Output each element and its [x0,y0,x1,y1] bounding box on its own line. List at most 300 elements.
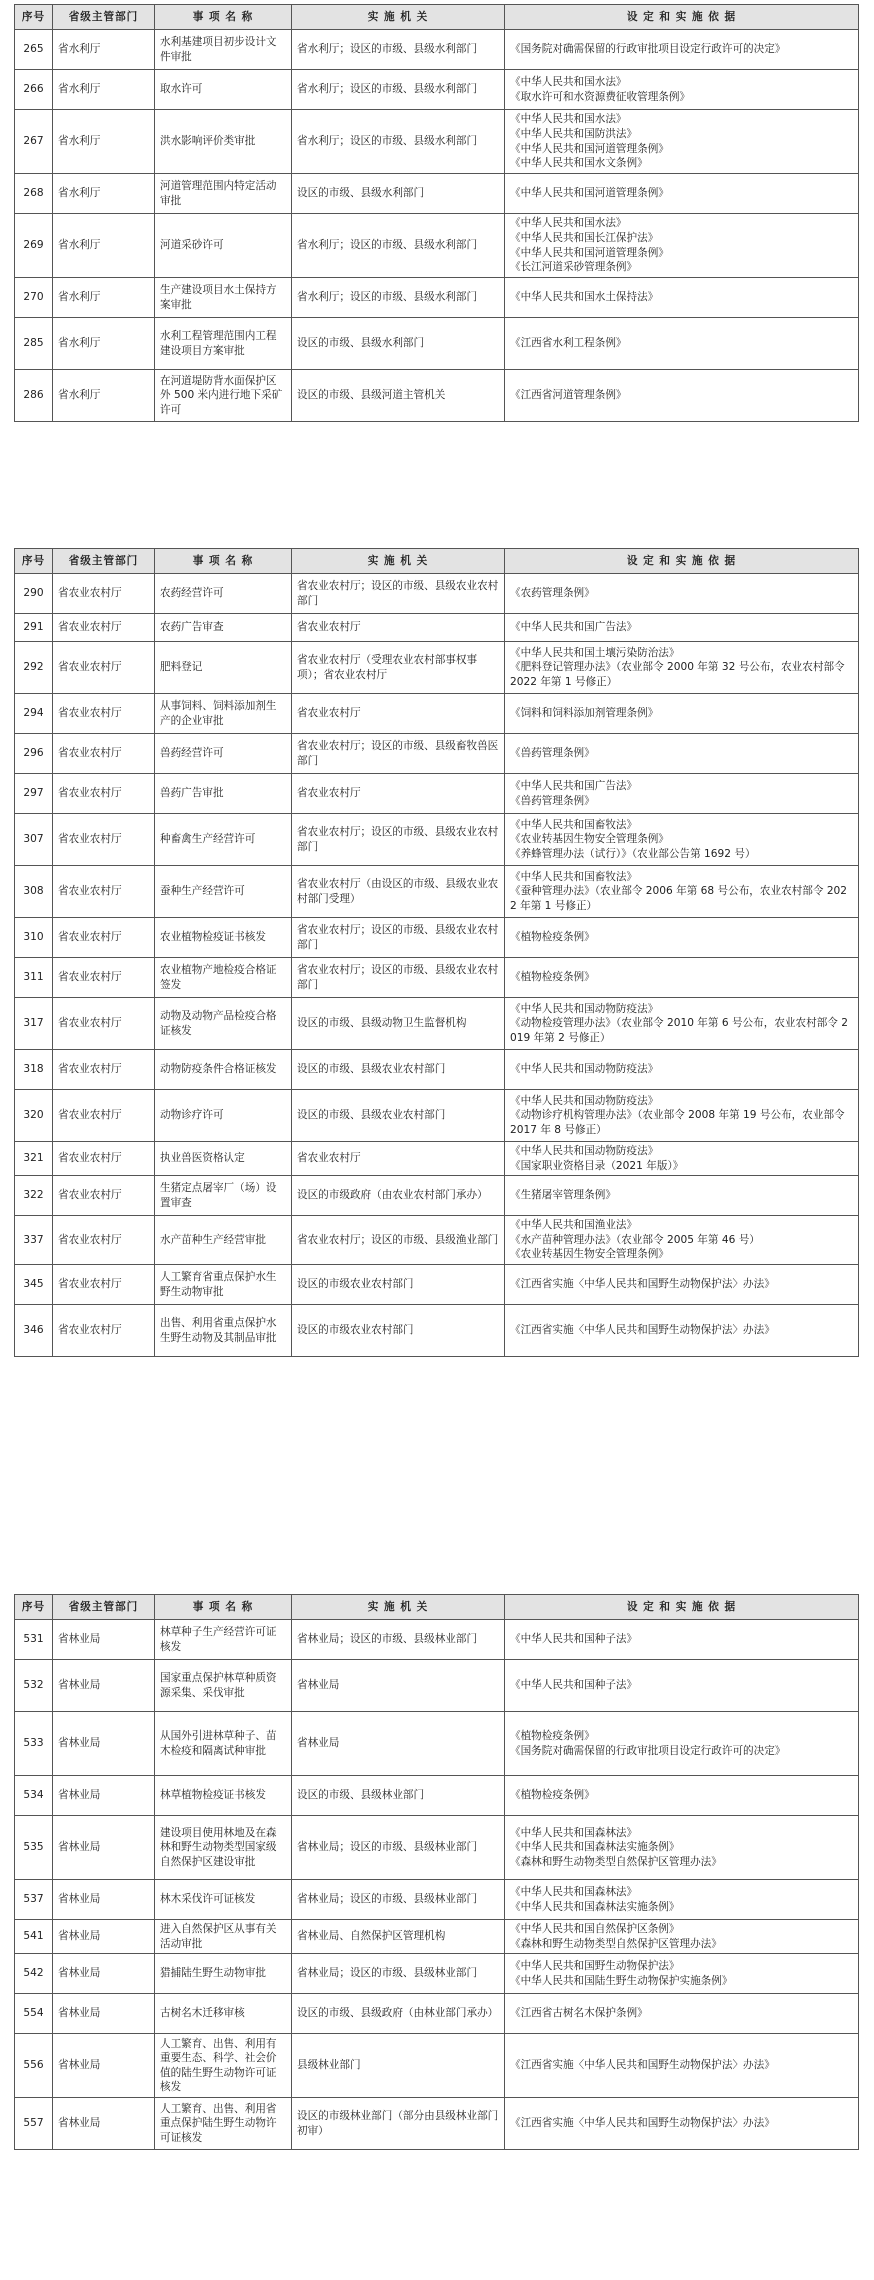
agency-cell: 设区的市级、县级农业农村部门 [292,1050,505,1090]
item-name-cell: 人工繁育省重点保护水生野生动物审批 [155,1265,292,1305]
agency-cell: 省农业农村厅（由设区的市级、县级农业农村部门受理） [292,866,505,918]
row-number: 294 [15,694,53,734]
department-cell: 省农业农村厅 [53,1305,155,1357]
table-row [15,1816,859,1880]
basis-cell [505,1954,859,1994]
table-row [15,574,859,614]
table-row [15,1954,859,1994]
basis-cell [505,1620,859,1660]
department-cell: 省农业农村厅 [53,918,155,958]
agency-cell: 设区的市级、县级动物卫生监督机构 [292,998,505,1050]
item-name-cell: 林草植物检疫证书核发 [155,1776,292,1816]
row-number: 556 [15,2034,53,2098]
item-name-cell: 从国外引进林草种子、苗木检疫和隔离试种审批 [155,1712,292,1776]
basis-cell [505,214,859,278]
department-cell: 省水利厅 [53,174,155,214]
basis-cell [505,1142,859,1176]
agency-cell: 省农业农村厅；设区的市级、县级农业农村部门 [292,918,505,958]
agency-cell: 设区的市级、县级农业农村部门 [292,1090,505,1142]
basis-cell [505,814,859,866]
department-cell: 省水利厅 [53,278,155,318]
basis-line: 《中华人民共和国土壤污染防治法》 [510,646,680,659]
table-row [15,110,859,174]
basis-cell [505,1050,859,1090]
row-number: 535 [15,1816,53,1880]
basis-cell [505,1920,859,1954]
basis-line: 《中华人民共和国畜牧法》 [510,870,638,883]
row-number: 554 [15,1994,53,2034]
item-name-cell: 取水许可 [155,70,292,110]
basis-line: 《国务院对确需保留的行政审批项目设定行政许可的决定》 [510,43,786,56]
basis-line: 《中华人民共和国河道管理条例》 [510,187,669,200]
table-row [15,1216,859,1265]
basis-cell [505,2098,859,2150]
basis-line: 《中华人民共和国畜牧法》 [510,818,638,831]
basis-line: 《森林和野生动物类型自然保护区管理办法》 [510,1937,722,1950]
table-row [15,614,859,642]
basis-line: 《中华人民共和国广告法》 [510,779,638,792]
item-name-cell: 古树名木迁移审核 [155,1994,292,2034]
basis-line: 《农药管理条例》 [510,587,595,600]
table-forestry [14,1594,859,2150]
item-name-cell: 水产苗种生产经营审批 [155,1216,292,1265]
item-name-cell: 农业植物检疫证书核发 [155,918,292,958]
basis-line: 《中华人民共和国动物防疫法》 [510,1063,659,1076]
agency-cell: 省农业农村厅；设区的市级、县级农业农村部门 [292,574,505,614]
basis-line: 《江西省实施〈中华人民共和国野生动物保护法〉办法》 [510,2059,775,2072]
basis-cell [505,1216,859,1265]
agency-cell: 省林业局；设区的市级、县级林业部门 [292,1816,505,1880]
table-header-row [15,549,859,574]
basis-line: 《森林和野生动物类型自然保护区管理办法》 [510,1855,722,1868]
row-number: 290 [15,574,53,614]
agency-cell: 省农业农村厅 [292,614,505,642]
basis-line: 《中华人民共和国水文条例》 [510,157,648,170]
basis-cell [505,174,859,214]
department-cell: 省水利厅 [53,30,155,70]
header-item: 事 项 名 称 [155,1595,292,1620]
basis-cell [505,614,859,642]
header-item: 事 项 名 称 [155,549,292,574]
item-name-cell: 农药经营许可 [155,574,292,614]
agency-cell: 设区的市级、县级河道主管机关 [292,370,505,422]
basis-cell [505,1305,859,1357]
department-cell: 省农业农村厅 [53,642,155,694]
basis-line: 《兽药管理条例》 [510,794,595,807]
row-number: 296 [15,734,53,774]
header-item: 事 项 名 称 [155,5,292,30]
basis-line: 《中华人民共和国渔业法》 [510,1219,638,1232]
table-row [15,1660,859,1712]
agency-cell: 设区的市级政府（由农业农村部门承办） [292,1176,505,1216]
agency-cell: 设区的市级农业农村部门 [292,1265,505,1305]
department-cell: 省水利厅 [53,214,155,278]
table-row [15,214,859,278]
agency-cell: 省林业局；设区的市级、县级林业部门 [292,1954,505,1994]
department-cell: 省林业局 [53,1994,155,2034]
row-number: 292 [15,642,53,694]
header-dept: 省级主管部门 [53,1595,155,1620]
department-cell: 省农业农村厅 [53,814,155,866]
basis-cell [505,110,859,174]
agency-cell: 省水利厅；设区的市级、县级水利部门 [292,214,505,278]
row-number: 542 [15,1954,53,1994]
item-name-cell: 农药广告审查 [155,614,292,642]
table-row [15,1880,859,1920]
row-number: 268 [15,174,53,214]
department-cell: 省农业农村厅 [53,998,155,1050]
department-cell: 省林业局 [53,1620,155,1660]
item-name-cell: 国家重点保护林草种质资源采集、采伐审批 [155,1660,292,1712]
row-number: 286 [15,370,53,422]
table-row [15,774,859,814]
basis-line: 《长江河道采砂管理条例》 [510,261,638,274]
basis-cell [505,1265,859,1305]
item-name-cell: 进入自然保护区从事有关活动审批 [155,1920,292,1954]
row-number: 346 [15,1305,53,1357]
basis-cell [505,1712,859,1776]
agency-cell: 省林业局 [292,1712,505,1776]
basis-line: 《中华人民共和国动物防疫法》 [510,1094,659,1107]
agency-cell: 省林业局；设区的市级、县级林业部门 [292,1620,505,1660]
agency-cell: 省林业局；设区的市级、县级林业部门 [292,1880,505,1920]
basis-cell [505,958,859,998]
basis-line: 《植物检疫条例》 [510,1789,595,1802]
agency-cell: 县级林业部门 [292,2034,505,2098]
table-row [15,958,859,998]
header-agency: 实 施 机 关 [292,549,505,574]
agency-cell: 省水利厅；设区的市级、县级水利部门 [292,30,505,70]
basis-line: 《中华人民共和国水土保持法》 [510,291,659,304]
item-name-cell: 猎捕陆生野生动物审批 [155,1954,292,1994]
basis-cell [505,278,859,318]
row-number: 265 [15,30,53,70]
basis-line: 《江西省实施〈中华人民共和国野生动物保护法〉办法》 [510,1324,775,1337]
header-no: 序号 [15,549,53,574]
basis-line: 《动物检疫管理办法》（农业部令 2010 年第 6 号公布，农业农村部令 2019 年第 2 号修正） [510,1017,849,1044]
row-number: 307 [15,814,53,866]
basis-cell [505,998,859,1050]
item-name-cell: 洪水影响评价类审批 [155,110,292,174]
table-header-row [15,5,859,30]
agency-cell: 设区的市级农业农村部门 [292,1305,505,1357]
table-row [15,1994,859,2034]
basis-line: 《江西省实施〈中华人民共和国野生动物保护法〉办法》 [510,2117,775,2130]
row-number: 269 [15,214,53,278]
department-cell: 省水利厅 [53,370,155,422]
row-number: 317 [15,998,53,1050]
agency-cell: 省农业农村厅；设区的市级、县级农业农村部门 [292,958,505,998]
table-row [15,70,859,110]
basis-line: 《中华人民共和国水法》 [510,113,627,126]
agency-cell: 省水利厅；设区的市级、县级水利部门 [292,110,505,174]
basis-line: 《中华人民共和国森林法实施条例》 [510,1900,680,1913]
item-name-cell: 人工繁育、出售、利用有重要生态、科学、社会价值的陆生野生动物许可证核发 [155,2034,292,2098]
basis-line: 《农业转基因生物安全管理条例》 [510,1248,669,1261]
basis-line: 《江西省古树名木保护条例》 [510,2007,648,2020]
agency-cell: 设区的市级、县级水利部门 [292,318,505,370]
row-number: 537 [15,1880,53,1920]
table-row [15,1265,859,1305]
basis-line: 《国家职业资格目录（2021 年版）》 [510,1159,684,1172]
basis-line: 《中华人民共和国河道管理条例》 [510,246,669,259]
department-cell: 省农业农村厅 [53,1176,155,1216]
basis-cell [505,70,859,110]
basis-cell [505,1994,859,2034]
basis-cell [505,1176,859,1216]
agency-cell: 省农业农村厅 [292,1142,505,1176]
item-name-cell: 河道采砂许可 [155,214,292,278]
table-water-resources [14,4,859,422]
row-number: 534 [15,1776,53,1816]
agency-cell: 设区的市级、县级林业部门 [292,1776,505,1816]
basis-cell [505,694,859,734]
basis-line: 《植物检疫条例》 [510,1729,595,1742]
item-name-cell: 从事饲料、饲料添加剂生产的企业审批 [155,694,292,734]
department-cell: 省林业局 [53,2098,155,2150]
agency-cell: 设区的市级、县级政府（由林业部门承办） [292,1994,505,2034]
table-row [15,814,859,866]
agency-cell: 省林业局、自然保护区管理机构 [292,1920,505,1954]
basis-line: 《蚕种管理办法》（农业部令 2006 年第 68 号公布，农业农村部令 2022 年第 1 号修正） [510,885,848,912]
item-name-cell: 动物及动物产品检疫合格证核发 [155,998,292,1050]
row-number: 533 [15,1712,53,1776]
basis-cell [505,2034,859,2098]
item-name-cell: 在河道堤防背水面保护区外 500 米内进行地下采矿许可 [155,370,292,422]
basis-line: 《水产苗种管理办法》（农业部令 2005 年第 46 号） [510,1233,760,1246]
table-row [15,642,859,694]
header-basis: 设 定 和 实 施 依 据 [505,549,859,574]
department-cell: 省水利厅 [53,110,155,174]
table-row [15,1142,859,1176]
basis-line: 《中华人民共和国动物防疫法》 [510,1145,659,1157]
department-cell: 省林业局 [53,1776,155,1816]
row-number: 532 [15,1660,53,1712]
agency-cell: 省农业农村厅；设区的市级、县级农业农村部门 [292,814,505,866]
agency-cell: 设区的市级、县级水利部门 [292,174,505,214]
table-header-row [15,1595,859,1620]
department-cell: 省水利厅 [53,70,155,110]
item-name-cell: 建设项目使用林地及在森林和野生动物类型国家级自然保护区建设审批 [155,1816,292,1880]
department-cell: 省农业农村厅 [53,1265,155,1305]
item-name-cell: 种畜禽生产经营许可 [155,814,292,866]
item-name-cell: 动物防疫条件合格证核发 [155,1050,292,1090]
header-basis: 设 定 和 实 施 依 据 [505,5,859,30]
item-name-cell: 生产建设项目水土保持方案审批 [155,278,292,318]
department-cell: 省林业局 [53,1954,155,1994]
item-name-cell: 兽药广告审批 [155,774,292,814]
basis-line: 《取水许可和水资源费征收管理条例》 [510,90,691,103]
table-row [15,1920,859,1954]
basis-cell [505,642,859,694]
item-name-cell: 林木采伐许可证核发 [155,1880,292,1920]
basis-cell [505,370,859,422]
table-row [15,1090,859,1142]
basis-line: 《农业转基因生物安全管理条例》 [510,833,669,846]
table-row [15,866,859,918]
basis-line: 《江西省实施〈中华人民共和国野生动物保护法〉办法》 [510,1278,775,1291]
table-row [15,2034,859,2098]
item-name-cell: 林草种子生产经营许可证核发 [155,1620,292,1660]
table-row [15,998,859,1050]
basis-line: 《中华人民共和国水法》 [510,75,627,88]
agency-cell: 省水利厅；设区的市级、县级水利部门 [292,70,505,110]
basis-line: 《国务院对确需保留的行政审批项目设定行政许可的决定》 [510,1744,786,1757]
item-name-cell: 河道管理范围内特定活动审批 [155,174,292,214]
row-number: 321 [15,1142,53,1176]
agency-cell: 省农业农村厅（受理农业农村部事权事项）；省农业农村厅 [292,642,505,694]
item-name-cell: 农业植物产地检疫合格证签发 [155,958,292,998]
header-agency: 实 施 机 关 [292,5,505,30]
department-cell: 省农业农村厅 [53,574,155,614]
item-name-cell: 生猪定点屠宰厂（场）设置审查 [155,1176,292,1216]
table-row [15,2098,859,2150]
basis-line: 《兽药管理条例》 [510,747,595,760]
basis-cell [505,866,859,918]
table-row [15,278,859,318]
department-cell: 省农业农村厅 [53,1090,155,1142]
item-name-cell: 蚕种生产经营许可 [155,866,292,918]
basis-line: 《中华人民共和国森林法》 [510,1826,638,1839]
item-name-cell: 执业兽医资格认定 [155,1142,292,1176]
basis-line: 《植物检疫条例》 [510,971,595,984]
basis-cell [505,30,859,70]
table-row [15,1176,859,1216]
department-cell: 省林业局 [53,1816,155,1880]
row-number: 285 [15,318,53,370]
department-cell: 省林业局 [53,1712,155,1776]
basis-line: 《中华人民共和国防洪法》 [510,127,638,140]
agency-cell: 省农业农村厅；设区的市级、县级畜牧兽医部门 [292,734,505,774]
basis-cell [505,574,859,614]
table-row [15,30,859,70]
table-row [15,370,859,422]
item-name-cell: 水利基建项目初步设计文件审批 [155,30,292,70]
basis-line: 《中华人民共和国森林法》 [510,1885,638,1898]
row-number: 322 [15,1176,53,1216]
row-number: 308 [15,866,53,918]
table-row [15,1712,859,1776]
basis-line: 《中华人民共和国种子法》 [510,1679,638,1692]
basis-cell [505,1776,859,1816]
agency-cell: 设区的市级林业部门（部分由县级林业部门初审） [292,2098,505,2150]
item-name-cell: 人工繁育、出售、利用省重点保护陆生野生动物许可证核发 [155,2098,292,2150]
table-row [15,918,859,958]
basis-line: 《肥料登记管理办法》（农业部令 2000 年第 32 号公布，农业农村部令 2022 年第 1 号修正） [510,661,845,688]
department-cell: 省林业局 [53,1880,155,1920]
table-row [15,1305,859,1357]
agency-cell: 省农业农村厅；设区的市级、县级渔业部门 [292,1216,505,1265]
item-name-cell: 动物诊疗许可 [155,1090,292,1142]
header-dept: 省级主管部门 [53,5,155,30]
row-number: 297 [15,774,53,814]
item-name-cell: 肥料登记 [155,642,292,694]
row-number: 557 [15,2098,53,2150]
row-number: 541 [15,1920,53,1954]
basis-cell [505,318,859,370]
agency-cell: 省农业农村厅 [292,694,505,734]
basis-line: 《中华人民共和国野生动物保护法》 [510,1960,680,1973]
table-row [15,174,859,214]
row-number: 345 [15,1265,53,1305]
basis-line: 《生猪屠宰管理条例》 [510,1189,616,1202]
basis-cell [505,734,859,774]
department-cell: 省农业农村厅 [53,614,155,642]
row-number: 266 [15,70,53,110]
department-cell: 省林业局 [53,1920,155,1954]
basis-cell [505,1816,859,1880]
item-name-cell: 出售、利用省重点保护水生野生动物及其制品审批 [155,1305,292,1357]
row-number: 310 [15,918,53,958]
table-row [15,734,859,774]
header-basis: 设 定 和 实 施 依 据 [505,1595,859,1620]
department-cell: 省农业农村厅 [53,774,155,814]
table-row [15,694,859,734]
row-number: 270 [15,278,53,318]
department-cell: 省农业农村厅 [53,694,155,734]
basis-cell [505,1090,859,1142]
department-cell: 省农业农村厅 [53,734,155,774]
department-cell: 省农业农村厅 [53,1050,155,1090]
department-cell: 省农业农村厅 [53,866,155,918]
basis-line: 《中华人民共和国森林法实施条例》 [510,1841,680,1854]
table-row [15,1050,859,1090]
header-agency: 实 施 机 关 [292,1595,505,1620]
basis-line: 《中华人民共和国动物防疫法》 [510,1002,659,1015]
agency-cell: 省林业局 [292,1660,505,1712]
basis-line: 《中华人民共和国水法》 [510,217,627,230]
basis-line: 《江西省水利工程条例》 [510,337,627,350]
department-cell: 省农业农村厅 [53,958,155,998]
row-number: 267 [15,110,53,174]
basis-line: 《中华人民共和国广告法》 [510,621,638,634]
item-name-cell: 兽药经营许可 [155,734,292,774]
basis-line: 《养蜂管理办法（试行）》（农业部公告第 1692 号） [510,847,756,860]
row-number: 320 [15,1090,53,1142]
department-cell: 省农业农村厅 [53,1216,155,1265]
basis-line: 《中华人民共和国陆生野生动物保护实施条例》 [510,1974,733,1987]
row-number: 291 [15,614,53,642]
row-number: 311 [15,958,53,998]
header-dept: 省级主管部门 [53,549,155,574]
agency-cell: 省水利厅；设区的市级、县级水利部门 [292,278,505,318]
department-cell: 省林业局 [53,2034,155,2098]
header-no: 序号 [15,5,53,30]
basis-line: 《饲料和饲料添加剂管理条例》 [510,707,659,720]
basis-line: 《中华人民共和国自然保护区条例》 [510,1923,680,1935]
basis-cell [505,918,859,958]
table-row [15,1776,859,1816]
basis-line: 《中华人民共和国种子法》 [510,1633,638,1646]
basis-cell [505,1880,859,1920]
table-agriculture [14,548,859,1357]
basis-line: 《植物检疫条例》 [510,931,595,944]
basis-line: 《江西省河道管理条例》 [510,389,627,402]
row-number: 337 [15,1216,53,1265]
department-cell: 省水利厅 [53,318,155,370]
department-cell: 省林业局 [53,1660,155,1712]
row-number: 318 [15,1050,53,1090]
agency-cell: 省农业农村厅 [292,774,505,814]
basis-line: 《中华人民共和国长江保护法》 [510,231,659,244]
basis-line: 《动物诊疗机构管理办法》（农业部令 2008 年第 19 号公布，农业部令 2017 年 8 号修正） [510,1109,845,1136]
basis-line: 《中华人民共和国河道管理条例》 [510,142,669,155]
header-no: 序号 [15,1595,53,1620]
row-number: 531 [15,1620,53,1660]
item-name-cell: 水利工程管理范围内工程建设项目方案审批 [155,318,292,370]
basis-cell [505,774,859,814]
table-row [15,318,859,370]
